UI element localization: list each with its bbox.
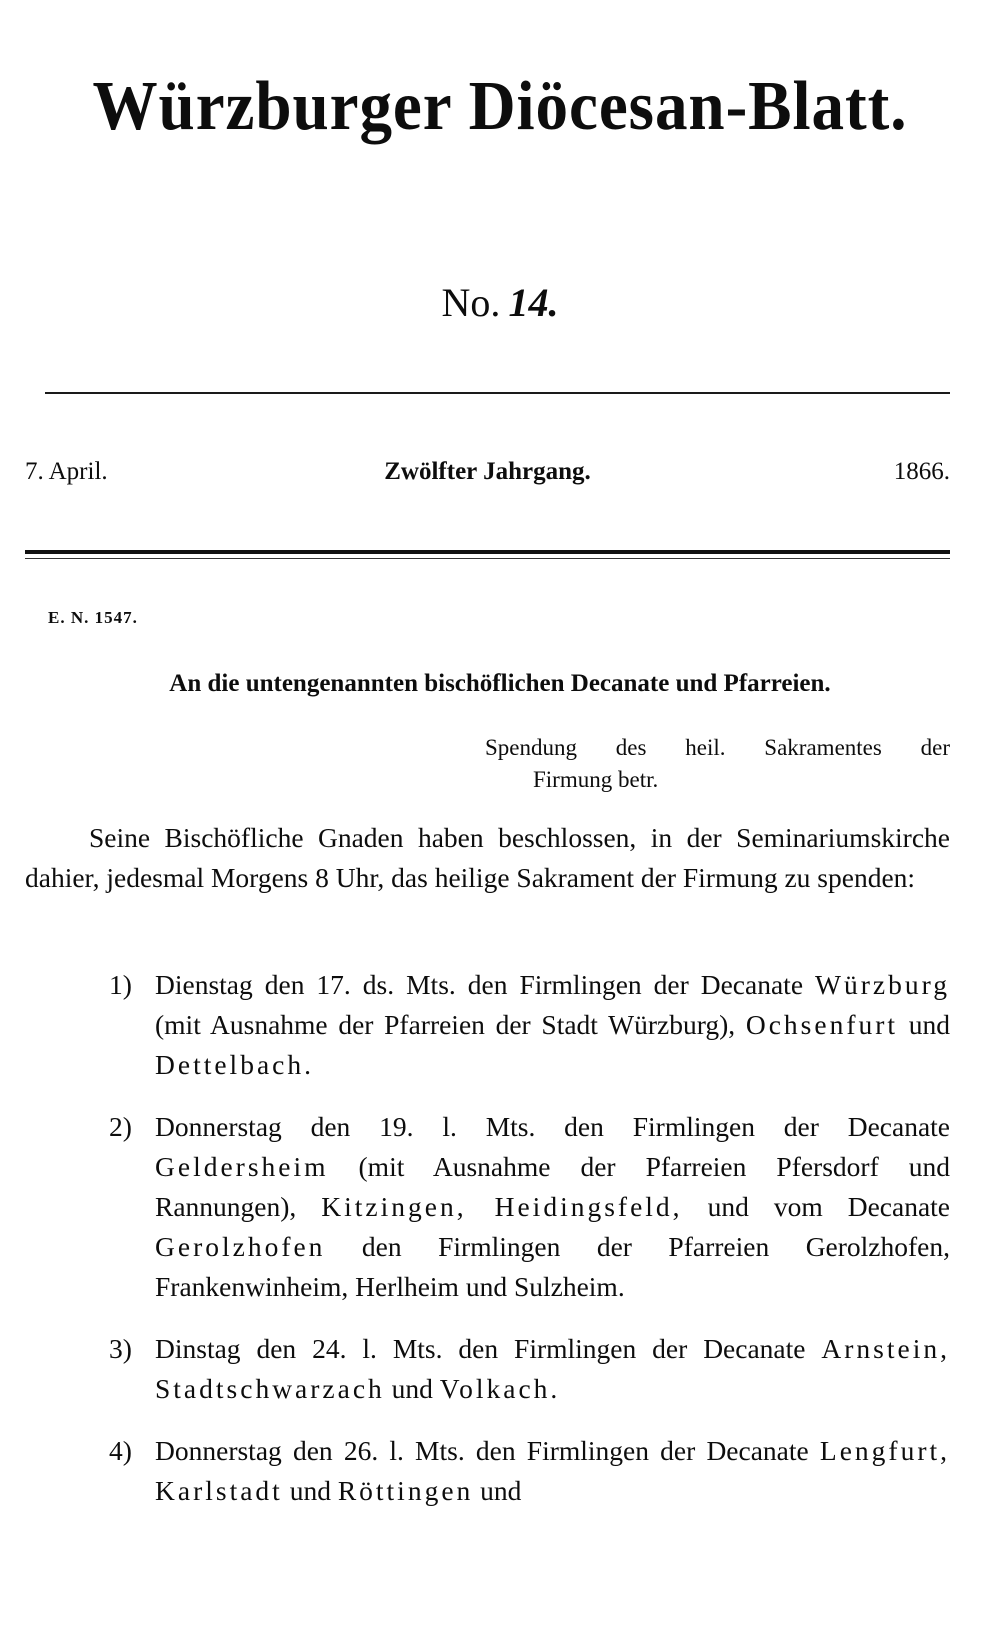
issue-prefix: No.: [441, 280, 501, 325]
intro-text: Seine Bischöfliche Gnaden haben beschlossen, in der Seminariumskirche dahier, jedesmal Morgens 8 Uhr, das heilige Sakrament der Firmung zu spenden:: [25, 822, 950, 893]
item-number: 4): [109, 1435, 132, 1466]
item-text: Dinstag den 24. l. Mts. den Firmlingen der Decanate: [155, 1333, 822, 1364]
item-number: 1): [109, 969, 132, 1000]
item-number: 2): [109, 1111, 132, 1142]
item-number: 3): [109, 1333, 132, 1364]
item-place: Kitzingen, Heidingsfeld,: [321, 1191, 683, 1222]
item-place: Gerolzhofen: [155, 1231, 326, 1262]
item-place: Lengfurt, Karlstadt: [155, 1435, 950, 1506]
reference-number: E. N. 1547.: [48, 608, 138, 627]
item-place: Ochsenfurt: [745, 1009, 899, 1040]
item-text: den Firmlingen der Pfarreien Gerolzhofen, Frankenwinheim, Herlheim und Sulzheim.: [155, 1231, 950, 1302]
issue-date: 7. April.: [25, 458, 108, 485]
item-place: Volkach.: [439, 1373, 561, 1404]
item-text: (mit Ausnahme der Pfarreien Pfersdorf und Rannungen),: [155, 1151, 950, 1222]
list-item: [25, 1329, 950, 1409]
masthead-title: Würzburger Diöcesan-Blatt.: [92, 68, 908, 145]
list-item: [25, 1431, 950, 1511]
item-text: (mit Ausnahme der Pfarreien der Stadt Würzburg),: [155, 1009, 746, 1040]
issue-number: [0, 278, 1000, 328]
dateline-rule-secondary: [25, 558, 950, 559]
subject-line-1: Spendung des heil. Sakramentes der: [485, 735, 950, 760]
item-place: Würzburg: [815, 969, 950, 1000]
header-rule: [45, 392, 950, 394]
item-text: und: [282, 1475, 338, 1506]
dateline: [25, 452, 950, 492]
list-item: [25, 1107, 950, 1307]
item-text: Donnerstag den 26. l. Mts. den Firmlingen der Decanate: [155, 1435, 820, 1466]
addressee-heading: An die untengenannten bischöflichen Decanate und Pfarreien.: [169, 670, 831, 697]
volume-label: Zwölfter Jahrgang.: [384, 458, 591, 485]
item-place: Röttingen: [337, 1475, 474, 1506]
item-text: Donnerstag den 19. l. Mts. den Firmlingen der Decanate: [155, 1111, 950, 1142]
issue-number-value: 14.: [508, 280, 559, 325]
issue-year: 1866.: [893, 458, 950, 485]
item-place: Geldersheim: [155, 1151, 329, 1182]
item-text: und: [473, 1475, 522, 1506]
subject-line: [485, 732, 950, 796]
item-place: Dettelbach.: [155, 1049, 314, 1080]
subject-line-2: Firmung betr.: [533, 767, 659, 792]
schedule-list: [25, 965, 950, 1533]
intro-paragraph: [25, 818, 950, 898]
dateline-rule: [25, 550, 950, 554]
item-text: und vom Decanate: [682, 1191, 951, 1222]
item-place: Arnstein, Stadtschwarzach: [155, 1333, 950, 1404]
list-item: [25, 965, 950, 1085]
item-text: und: [384, 1373, 440, 1404]
item-text: Dienstag den 17. ds. Mts. den Firmlingen der Decanate: [155, 969, 816, 1000]
item-text: und: [898, 1009, 950, 1040]
